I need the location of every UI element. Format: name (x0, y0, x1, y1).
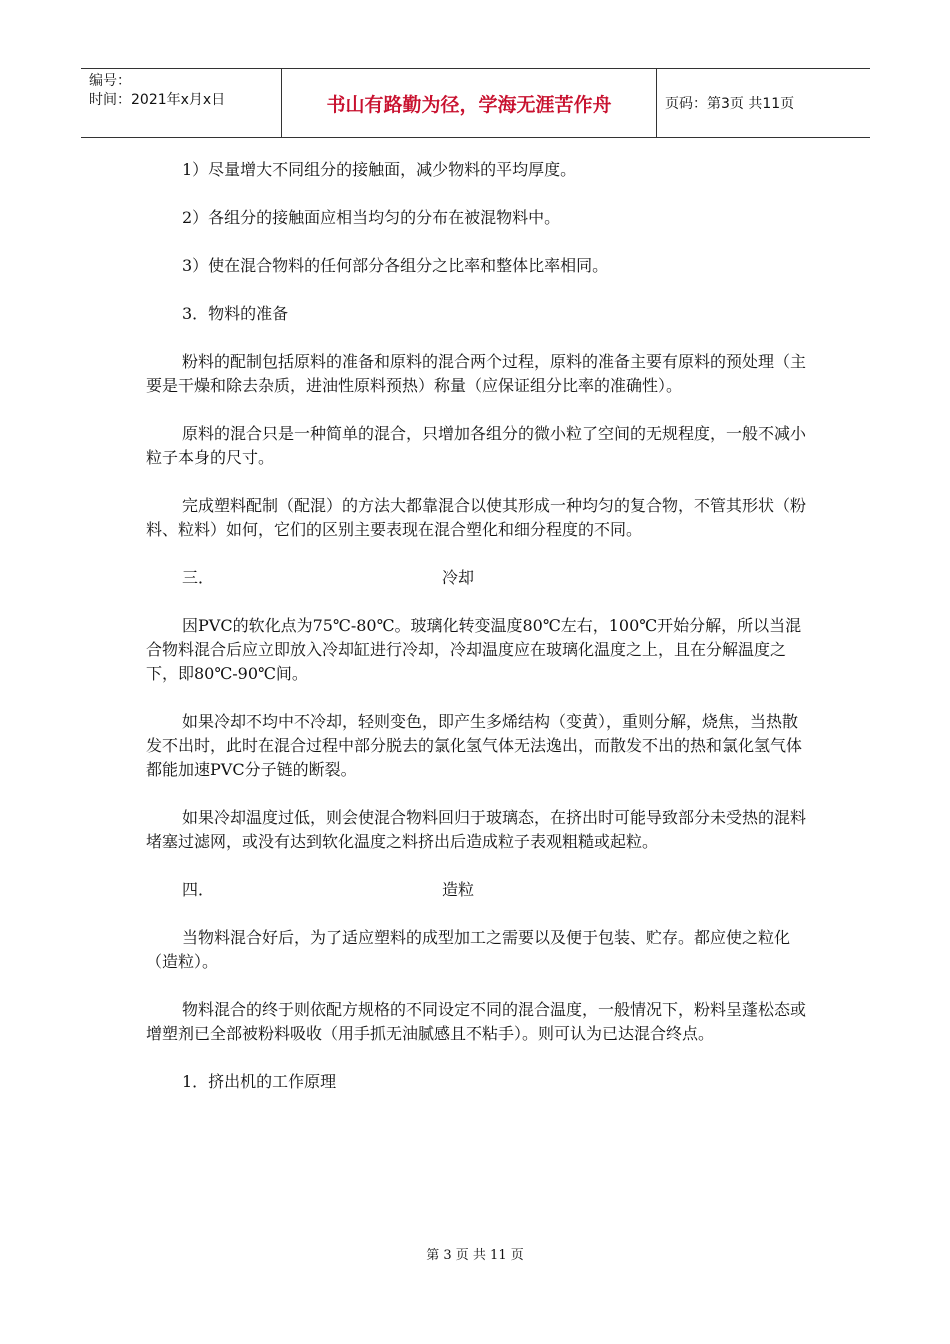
page-footer: 第 3 页 共 11 页 (426, 1248, 524, 1263)
paragraph-list-item-2: 2）各组分的接触面应相当均匀的分布在被混物料中。 (182, 208, 561, 227)
header-time-label: 时间：2021年x月x日 (89, 92, 226, 108)
section-title: 造粒 (442, 880, 475, 899)
header-meta (81, 69, 282, 137)
paragraph: 如果冷却温度过低，则会使混合物料回归于玻璃态，在挤出时可能导致部分未受热的混料堵塞过滤网，或没有达到软化温度之料挤出后造成粒子表观粗糙或起粒。 (146, 808, 807, 851)
paragraph: 因PVC的软化点为75℃-80℃。玻璃化转变温度80℃左右，100℃开始分解，所以当混合物料混合后应立即放入冷却缸进行冷却，冷却温度应在玻璃化温度之上，且在分解温度之下，即80℃-90℃间。 (146, 616, 802, 683)
section-heading-cooling (146, 566, 806, 590)
section-heading-granulation (146, 878, 806, 902)
page-header (81, 68, 870, 138)
header-page-info: 页码：第3页 共11页 (665, 96, 795, 112)
paragraph-list-item-1: 1）尽量增大不同组分的接触面，减少物料的平均厚度。 (182, 160, 577, 179)
section-title: 冷却 (442, 568, 475, 587)
section-number: 三． (182, 568, 215, 587)
paragraph: 完成塑料配制（配混）的方法大都靠混合以使其形成一种均匀的复合物，不管其形状（粉料、粒料）如何，它们的区别主要表现在混合塑化和细分程度的不同。 (146, 496, 807, 539)
paragraph: 物料混合的终于则依配方规格的不同设定不同的混合温度，一般情况下，粉料呈蓬松态或增塑剂已全部被粉料吸收（用手抓无油腻感且不粘手）。则可认为已达混合终点。 (146, 1000, 807, 1043)
subheading-material-prep: 3．物料的准备 (182, 304, 289, 323)
subheading-extruder-principle: 1．挤出机的工作原理 (182, 1072, 337, 1091)
document-body (146, 158, 806, 1118)
section-number: 四． (182, 880, 215, 899)
paragraph-list-item-3: 3）使在混合物料的任何部分各组分之比率和整体比率相同。 (182, 256, 609, 275)
header-motto: 书山有路勤为径，学海无涯苦作舟 (282, 69, 657, 137)
paragraph: 原料的混合只是一种简单的混合，只增加各组分的微小粒了空间的无规程度，一般不减小粒子本身的尺寸。 (146, 424, 807, 467)
header-code-label: 编号： (89, 73, 131, 89)
paragraph: 粉料的配制包括原料的准备和原料的混合两个过程，原料的准备主要有原料的预处理（主要是干燥和除去杂质，进油性原料预热）称量（应保证组分比率的准确性）。 (146, 352, 807, 395)
paragraph: 如果冷却不均中不冷却，轻则变色，即产生多烯结构（变黄），重则分解，烧焦，当热散发不出时，此时在混合过程中部分脱去的氯化氢气体无法逸出，而散发不出的热和氯化氢气体都能加速PVC分子链的断裂。 (146, 712, 803, 779)
paragraph: 当物料混合好后，为了适应塑料的成型加工之需要以及便于包装、贮存。都应使之粒化（造粒）。 (146, 928, 791, 971)
